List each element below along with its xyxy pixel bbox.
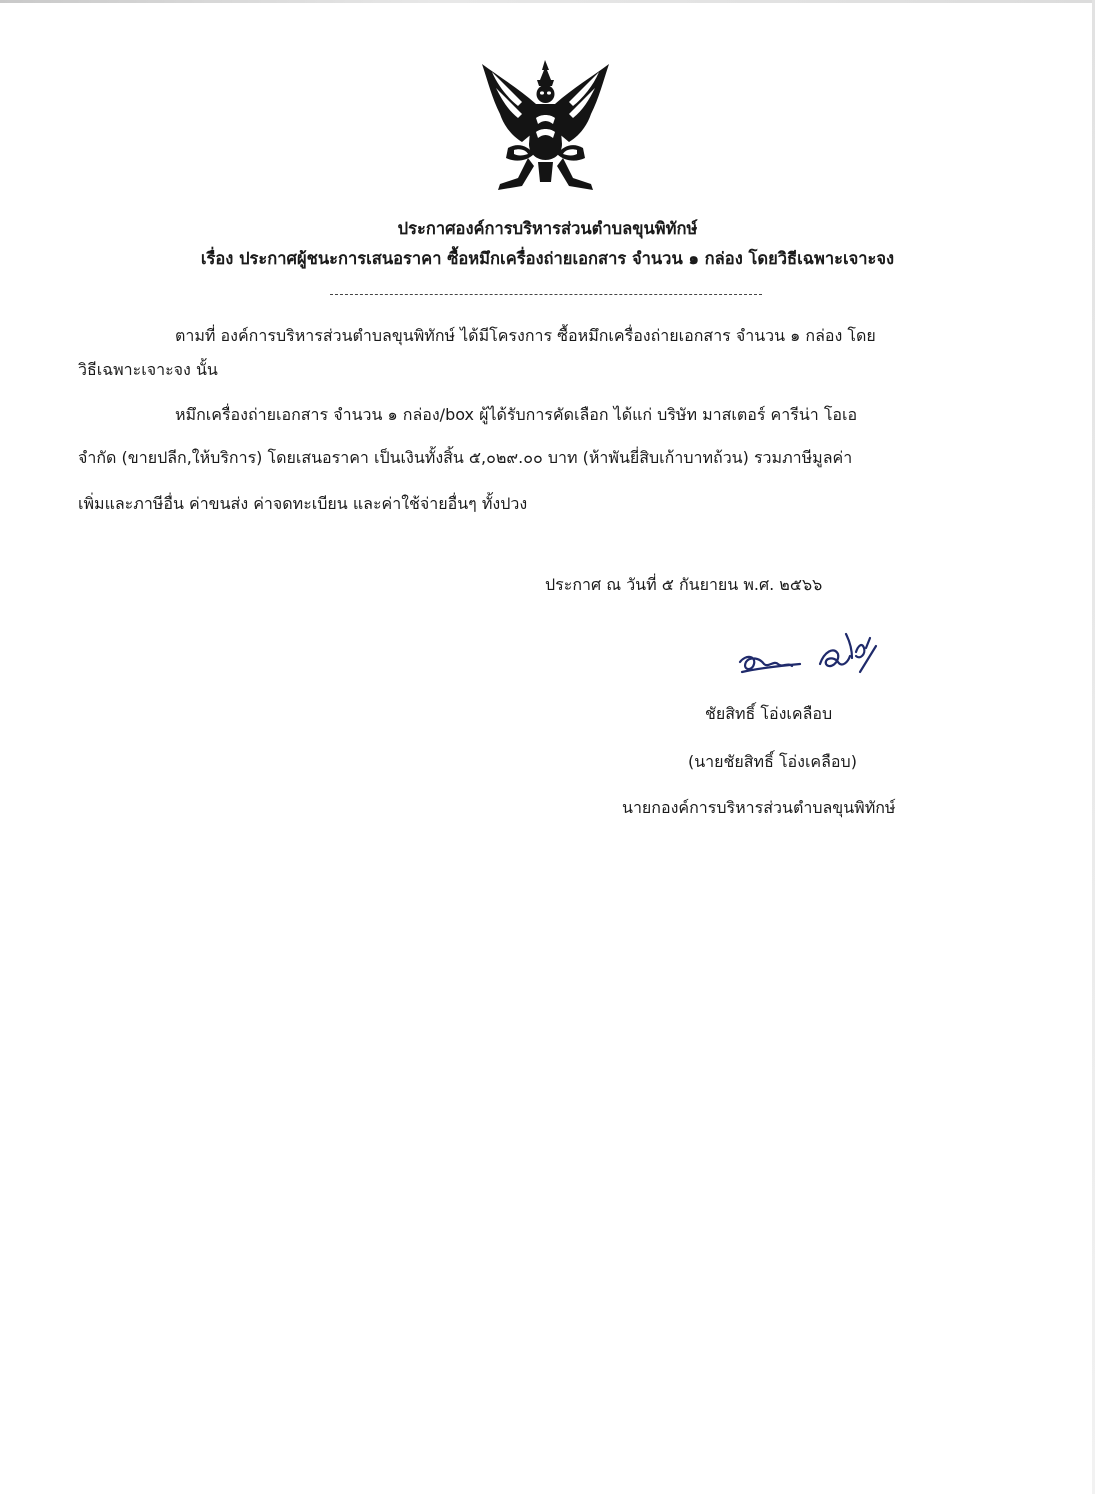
dashed-divider: [330, 294, 762, 295]
signer-name: ชัยสิทธิ์ โอ่งเคลือบ: [705, 704, 833, 723]
garuda-emblem-icon: [478, 58, 613, 198]
handwritten-signature: [734, 628, 884, 684]
page-top-edge: [0, 0, 1095, 3]
signer-full-name: (นายชัยสิทธิ์ โอ่งเคลือบ): [688, 752, 857, 771]
body-line-5: เพิ่มและภาษีอื่น ค่าขนส่ง ค่าจดทะเบียน และค่าใช้จ่ายอื่นๆ ทั้งปวง: [78, 494, 528, 513]
signer-position: นายกองค์การบริหารส่วนตำบลขุนพิทักษ์: [622, 798, 896, 817]
announcement-title: ประกาศองค์การบริหารส่วนตำบลขุนพิทักษ์: [397, 219, 698, 238]
body-line-2: วิธีเฉพาะเจาะจง นั้น: [78, 360, 218, 379]
body-line-1: ตามที่ องค์การบริหารส่วนตำบลขุนพิทักษ์ ได้มีโครงการ ซื้อหมึกเครื่องถ่ายเอกสาร จำนวน ๑ กล่อง โดย: [175, 326, 876, 345]
announcement-date: ประกาศ ณ วันที่ ๕ กันยายน พ.ศ. ๒๕๖๖: [545, 575, 823, 594]
body-line-4: จำกัด (ขายปลีก,ให้บริการ) โดยเสนอราคา เป็นเงินทั้งสิ้น ๕,๐๒๙.๐๐ บาท (ห้าพันยี่สิบเก้าบาทถ้วน) รวมภาษีมูลค่า: [78, 448, 853, 467]
announcement-subject: เรื่อง ประกาศผู้ชนะการเสนอราคา ซื้อหมึกเครื่องถ่ายเอกสาร จำนวน ๑ กล่อง โดยวิธีเฉพาะเจาะจง: [200, 249, 895, 268]
body-line-3: หมึกเครื่องถ่ายเอกสาร จำนวน ๑ กล่อง/box ผู้ได้รับการคัดเลือก ได้แก่ บริษัท มาสเตอร์ คารีน่า โอเอ: [175, 405, 858, 424]
